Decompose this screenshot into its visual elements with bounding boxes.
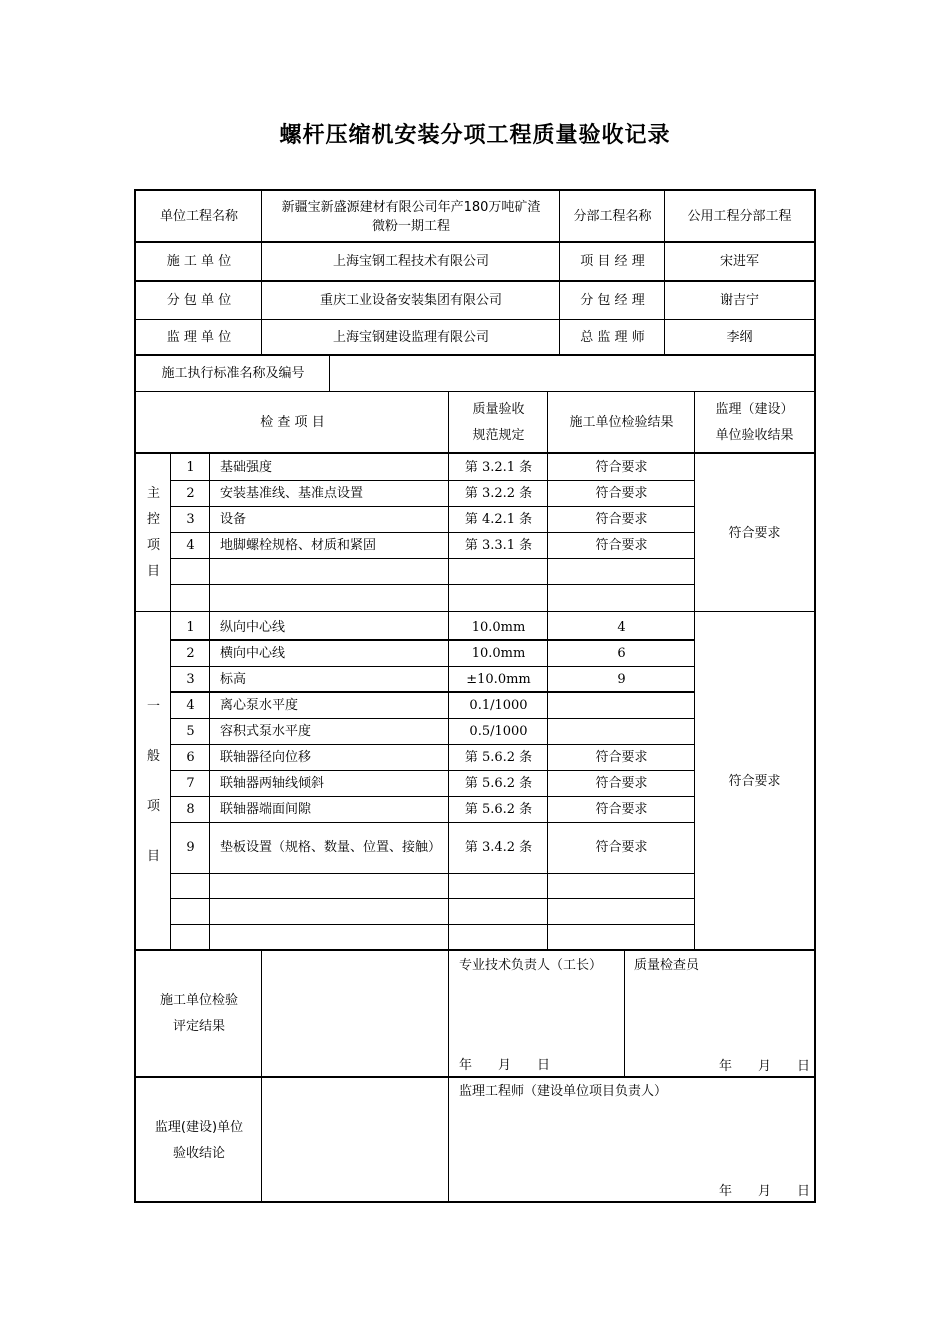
g-row6-no: 6 bbox=[186, 749, 195, 765]
grid-line bbox=[664, 190, 665, 355]
supervision-conclusion-line2: 验收结论 bbox=[172, 1145, 225, 1161]
project-manager-value: 宋进军 bbox=[719, 254, 759, 269]
g-row3-no: 3 bbox=[186, 671, 195, 687]
construction-unit-value: 上海宝钢工程技术有限公司 bbox=[332, 254, 489, 269]
g-row1-result: 4 bbox=[617, 619, 626, 635]
main-control-acceptance: 符合要求 bbox=[728, 525, 781, 541]
grid-line bbox=[171, 744, 695, 745]
grid-line bbox=[171, 924, 695, 925]
g-row6-name: 联轴器径向位移 bbox=[220, 749, 312, 765]
grid-line bbox=[171, 873, 695, 874]
sub-project-label: 分部工程名称 bbox=[573, 209, 652, 224]
main-control-char-2: 控 bbox=[146, 512, 160, 527]
g-row2-spec: 10.0mm bbox=[471, 645, 526, 661]
grid-line bbox=[171, 584, 695, 585]
mc-row4-result: 符合要求 bbox=[595, 537, 648, 553]
main-control-label bbox=[136, 454, 171, 612]
grid-line bbox=[694, 392, 695, 950]
col-acceptance bbox=[695, 392, 814, 453]
grid-line bbox=[171, 480, 695, 481]
grid-line bbox=[261, 950, 262, 1202]
g-row2-result: 6 bbox=[617, 645, 626, 661]
mc-row2-no: 2 bbox=[186, 485, 195, 501]
g-row8-name: 联轴器端面间隙 bbox=[220, 801, 312, 817]
mc-row4-spec: 第 3.3.1 条 bbox=[464, 537, 533, 553]
g-row4-name: 离心泵水平度 bbox=[220, 697, 299, 713]
grid-line bbox=[134, 280, 816, 282]
sub-project-value: 公用工程分部工程 bbox=[687, 209, 792, 224]
col-acceptance-line1: 监理（建设） bbox=[715, 401, 794, 417]
mc-row2-name: 安装基准线、基准点设置 bbox=[220, 485, 364, 501]
quality-inspector-label: 质量检查员 bbox=[634, 958, 700, 973]
grid-line bbox=[171, 506, 695, 507]
g-row5-result bbox=[548, 718, 695, 744]
grid-line bbox=[171, 532, 695, 533]
standard-label: 施工执行标准名称及编号 bbox=[161, 366, 305, 381]
g-row2-name: 横向中心线 bbox=[220, 645, 286, 661]
chief-supervisor-value: 李纲 bbox=[726, 329, 753, 345]
mc-row2-spec: 第 3.2.2 条 bbox=[464, 485, 533, 501]
g-row7-spec: 第 5.6.2 条 bbox=[464, 775, 533, 791]
grid-line bbox=[134, 1076, 816, 1078]
g-row4-result bbox=[548, 692, 695, 718]
g-row9-spec: 第 3.4.2 条 bbox=[464, 840, 533, 855]
mc-row3-result: 符合要求 bbox=[595, 511, 648, 527]
mc-row3-name: 设备 bbox=[220, 511, 247, 527]
g-row8-no: 8 bbox=[186, 801, 195, 817]
mc-row1-result: 符合要求 bbox=[595, 459, 648, 475]
g-row6-spec: 第 5.6.2 条 bbox=[464, 749, 533, 765]
date-bottom: 年 月 日 bbox=[718, 1183, 810, 1199]
grid-line bbox=[171, 822, 695, 823]
subcontractor-value: 重庆工业设备安装集团有限公司 bbox=[319, 293, 502, 308]
main-control-char-3: 项 bbox=[146, 538, 160, 553]
grid-line bbox=[134, 452, 816, 454]
project-manager-label: 项 目 经 理 bbox=[580, 254, 645, 269]
grid-line bbox=[171, 898, 695, 899]
main-control-char-4: 目 bbox=[146, 564, 160, 579]
col-spec-line1: 质量验收 bbox=[472, 401, 525, 417]
mc-row1-spec: 第 3.2.1 条 bbox=[464, 459, 533, 475]
grid-line bbox=[134, 319, 816, 320]
g-row7-result: 符合要求 bbox=[595, 775, 648, 791]
supervision-conclusion-line1: 监理(建设)单位 bbox=[154, 1119, 244, 1135]
mc-row2-result: 符合要求 bbox=[595, 485, 648, 501]
grid-line bbox=[209, 453, 210, 950]
col-check-item: 检 查 项 目 bbox=[260, 415, 325, 430]
col-result: 施工单位检验结果 bbox=[569, 415, 674, 430]
general-acceptance: 符合要求 bbox=[728, 774, 781, 789]
g-row1-spec: 10.0mm bbox=[471, 619, 526, 635]
grid-line bbox=[448, 950, 449, 1202]
main-control-char-1: 主 bbox=[146, 486, 160, 501]
g-row6-result: 符合要求 bbox=[595, 749, 648, 765]
grid-line bbox=[171, 770, 695, 771]
subcontract-manager-label: 分 包 经 理 bbox=[580, 293, 645, 308]
grid-line bbox=[171, 691, 695, 693]
grid-line bbox=[134, 241, 816, 243]
subcontract-manager-value: 谢吉宁 bbox=[719, 293, 759, 308]
g-row7-no: 7 bbox=[186, 775, 195, 791]
unit-project-label: 单位工程名称 bbox=[159, 209, 238, 224]
col-spec bbox=[449, 392, 548, 453]
supervision-unit-value: 上海宝钢建设监理有限公司 bbox=[332, 329, 489, 345]
grid-line bbox=[134, 354, 816, 356]
grid-line bbox=[171, 718, 695, 719]
g-row3-result: 9 bbox=[617, 671, 626, 687]
g-row5-spec: 0.5/1000 bbox=[469, 723, 528, 739]
general-char-3: 项 bbox=[146, 798, 160, 814]
grid-line bbox=[559, 190, 560, 355]
general-char-4: 目 bbox=[146, 848, 160, 864]
grid-line bbox=[134, 391, 816, 392]
supervisor-engineer-label: 监理工程师（建设单位项目负责人） bbox=[459, 1084, 668, 1099]
g-row4-no: 4 bbox=[186, 697, 195, 713]
g-row9-name: 垫板设置（规格、数量、位置、接触） bbox=[220, 840, 442, 855]
construction-eval-label bbox=[136, 951, 262, 1076]
page-title: 螺杆压缩机安装分项工程质量验收记录 bbox=[279, 123, 671, 148]
mc-row1-name: 基础强度 bbox=[220, 459, 273, 475]
supervision-unit-label: 监 理 单 位 bbox=[166, 329, 232, 345]
g-row8-spec: 第 5.6.2 条 bbox=[464, 801, 533, 817]
grid-line bbox=[624, 950, 625, 1077]
g-row3-name: 标高 bbox=[220, 671, 247, 687]
supervision-conclusion-label bbox=[136, 1078, 262, 1203]
grid-line bbox=[170, 453, 171, 950]
g-row1-name: 纵向中心线 bbox=[220, 619, 286, 635]
general-char-2: 般 bbox=[146, 748, 160, 764]
grid-line bbox=[134, 611, 816, 612]
grid-line bbox=[261, 190, 262, 355]
chief-supervisor-label: 总 监 理 师 bbox=[580, 329, 645, 345]
mc-row1-no: 1 bbox=[186, 459, 195, 475]
g-row7-name: 联轴器两轴线倾斜 bbox=[220, 775, 325, 791]
grid-line bbox=[134, 949, 816, 951]
g-row5-name: 容积式泵水平度 bbox=[220, 723, 312, 739]
mc-row4-no: 4 bbox=[186, 537, 195, 553]
grid-line bbox=[171, 666, 695, 667]
g-row9-result: 符合要求 bbox=[595, 840, 648, 855]
mc-row4-name: 地脚螺栓规格、材质和紧固 bbox=[220, 537, 377, 553]
mc-row3-spec: 第 4.2.1 条 bbox=[464, 511, 533, 527]
g-row2-no: 2 bbox=[186, 645, 195, 661]
grid-line bbox=[329, 355, 330, 392]
g-row5-no: 5 bbox=[186, 723, 195, 739]
col-spec-line2: 规范规定 bbox=[472, 427, 525, 443]
tech-lead-label: 专业技术负责人（工长） bbox=[459, 958, 603, 973]
grid-line bbox=[171, 558, 695, 559]
grid-line bbox=[547, 392, 548, 950]
date-left: 年 月 日 bbox=[459, 1058, 551, 1073]
grid-line bbox=[171, 639, 695, 641]
standard-value bbox=[330, 356, 814, 391]
general-label bbox=[136, 613, 171, 950]
grid-line bbox=[448, 392, 449, 950]
g-row3-spec: ±10.0mm bbox=[466, 671, 531, 687]
construction-eval-line2: 评定结果 bbox=[172, 1018, 225, 1034]
grid-line bbox=[171, 796, 695, 797]
g-row1-no: 1 bbox=[186, 619, 195, 635]
construction-unit-label: 施 工 单 位 bbox=[166, 254, 232, 269]
general-char-1: 一 bbox=[146, 698, 160, 714]
unit-project-value: 新疆宝新盛源建材有限公司年产180万吨矿渣微粉一期工程 bbox=[281, 199, 541, 234]
g-row9-no: 9 bbox=[186, 840, 195, 855]
construction-eval-line1: 施工单位检验 bbox=[159, 992, 238, 1008]
mc-row3-no: 3 bbox=[186, 511, 195, 527]
g-row8-result: 符合要求 bbox=[595, 801, 648, 817]
subcontractor-label: 分 包 单 位 bbox=[166, 293, 232, 308]
date-right: 年 月 日 bbox=[718, 1058, 810, 1074]
g-row4-spec: 0.1/1000 bbox=[469, 697, 528, 713]
col-acceptance-line2: 单位验收结果 bbox=[715, 427, 794, 443]
